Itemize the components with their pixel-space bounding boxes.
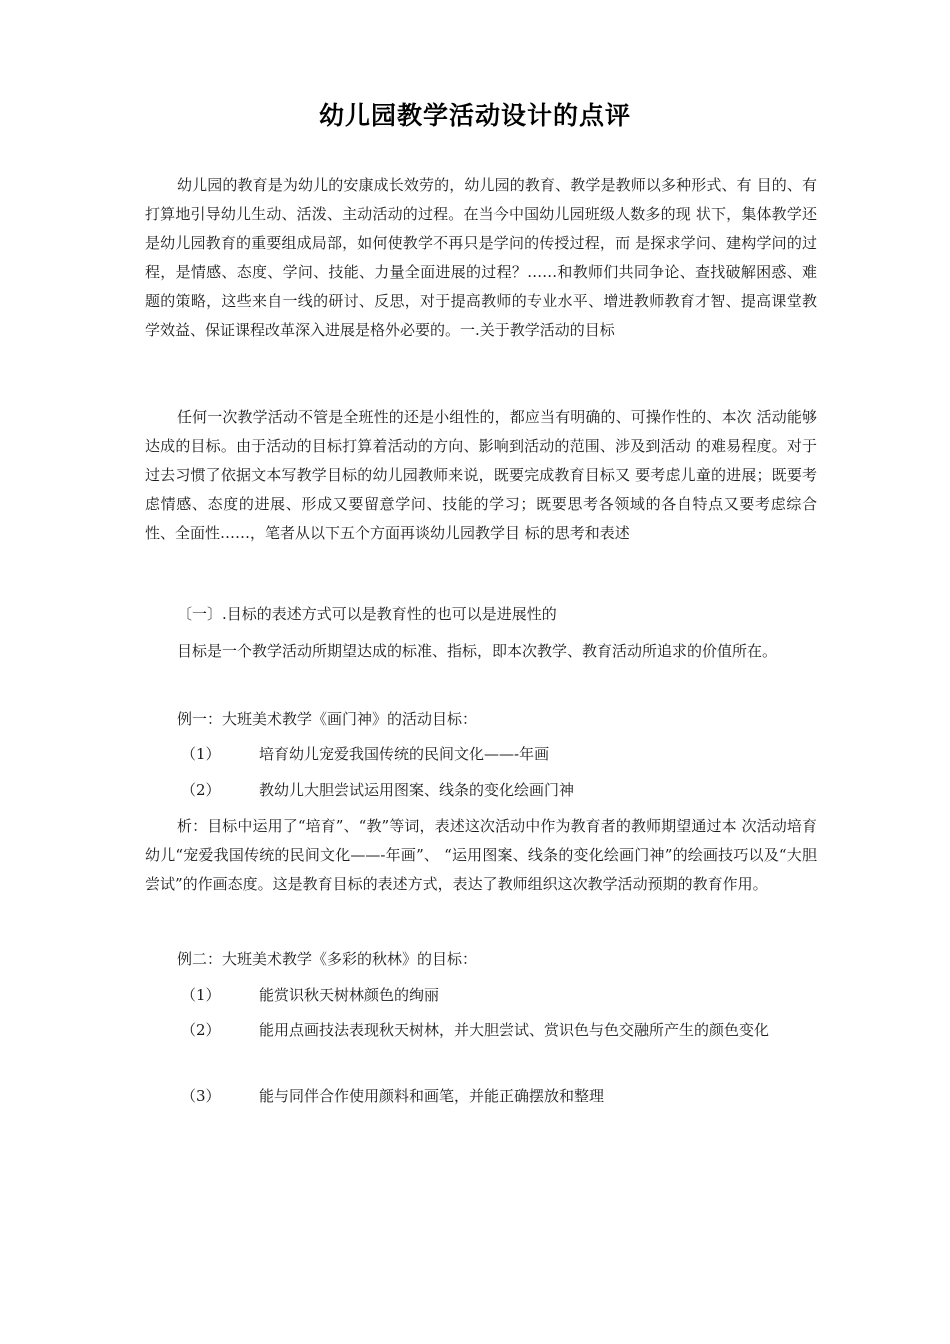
list-item-text: 教幼儿大胆尝试运用图案、线条的变化绘画门神 (259, 781, 575, 799)
analysis-paragraph: 析：目标中运用了“培育”、“教”等词，表述这次活动中作为教育者的教师期望通过本 次活动培育幼儿“宠爱我国传统的民间文化——-年画”、 “运用图案、线条的变化绘画门神”的绘画技巧以及“大胆尝试”的作画态度。这是教育目标的表述方式，表达了教师组织这次教学活动预期的教育作用。 (145, 817, 817, 893)
example-one-heading-text: 例一：大班美术教学《画门神》的活动目标： (177, 710, 478, 728)
document-title: 幼儿园教学活动设计的点评 (318, 101, 631, 130)
example-one-heading (145, 705, 817, 734)
definition-block (145, 637, 817, 666)
intro-block (145, 171, 817, 345)
list-item-number: （2） (181, 1021, 221, 1039)
list-item-text: 能赏识秋天树林颜色的绚丽 (259, 986, 440, 1004)
goals-paragraph: 任何一次教学活动不管是全班性的还是小组性的，都应当有明确的、可操作性的、本次 活动能够达成的目标。由于活动的目标打算着活动的方向、影响到活动的范围、涉及到活动 的难易程度。对于过去习惯了依据文本写教学目标的幼儿园教师来说，既要完成教育目标又 要考虑儿童的进展；既要考虑情感、态度的进展、形成又要留意学问、技能的学习；既要思考各领域的各自特点又要考虑综合性、全面性……，笔者从以下五个方面再谈幼儿园教学目 标的思考和表述 (145, 408, 817, 542)
list-item (145, 1082, 817, 1111)
list-item-number: （1） (181, 745, 221, 763)
list-item-number: （1） (181, 986, 221, 1004)
list-item (145, 740, 817, 769)
list-item-wrapped (145, 1016, 817, 1045)
list-item-text: 能与同伴合作使用颜料和画笔，并能正确摆放和整理 (259, 1087, 605, 1105)
list-item (145, 1016, 817, 1045)
list-item-text: 培育幼儿宠爱我国传统的民间文化——-年画 (259, 745, 550, 763)
example-two-heading (145, 945, 817, 974)
analysis-block (145, 812, 817, 899)
goals-block (145, 403, 817, 548)
intro-paragraph: 幼儿园的教育是为幼儿的安康成长效劳的，幼儿园的教育、教学是教师以多种形式、有 目的、有打算地引导幼儿生动、活泼、主动活动的过程。在当今中国幼儿园班级人数多的现 状下，集体教学还是幼儿园教育的重要组成局部，如何使教学不再只是学问的传授过程，而 是探求学问、建构学问的过程，是情感、态度、学问、技能、力量全面进展的过程？……和教师们共同争论、查找破解困惑、难题的策略，这些来自一线的研讨、反思，对于提高教师的专业水平、增进教师教育才智、提高课堂教学效益、保证课程改革深入进展是格外必要的。一.关于教学活动的目标 (145, 176, 817, 339)
list-item (145, 981, 817, 1010)
list-item (145, 776, 817, 805)
section-one-heading (145, 600, 817, 629)
section-one-text: 〔一〕.目标的表述方式可以是教育性的也可以是进展性的 (177, 605, 557, 623)
list-item-number: （2） (181, 781, 221, 799)
example-two-heading-text: 例二：大班美术教学《多彩的秋林》的目标： (177, 950, 478, 968)
list-item-text: 能用点画技法表现秋天树林，并大胆尝试、赏识色与色交融所产生的颜色变化 (259, 1021, 770, 1039)
definition-paragraph: 目标是一个教学活动所期望达成的标准、指标，即本次教学、教育活动所追求的价值所在。 (177, 642, 778, 660)
list-item-number: （3） (181, 1087, 221, 1105)
